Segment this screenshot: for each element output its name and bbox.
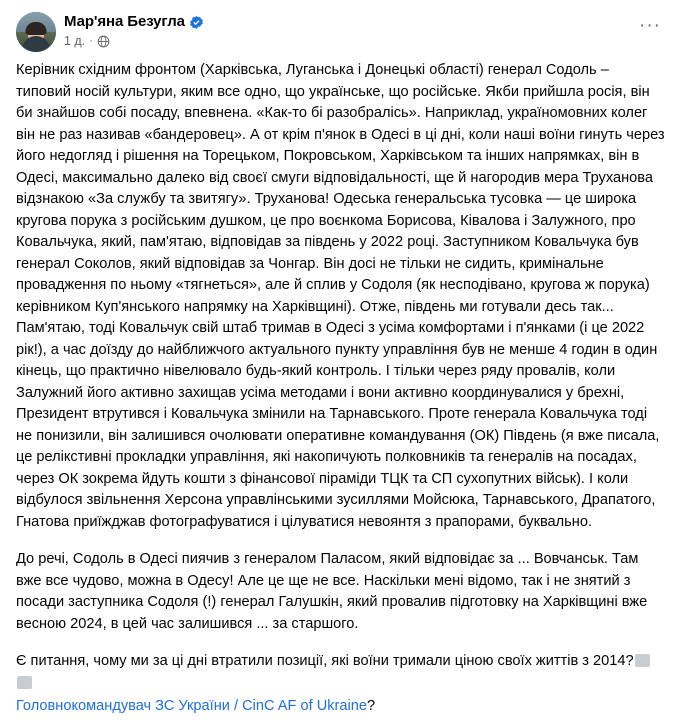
author-row — [64, 13, 665, 31]
globe-icon[interactable] — [97, 35, 110, 48]
emoji-placeholder-icon — [17, 676, 32, 689]
post-body — [16, 60, 665, 718]
post-header — [16, 12, 665, 60]
avatar[interactable] — [16, 12, 56, 52]
author-name[interactable]: Мар'яна Безугла — [64, 13, 185, 30]
emoji-placeholder-icon — [635, 654, 650, 667]
meta-separator: · — [89, 35, 93, 47]
post-meta — [64, 33, 665, 49]
avatar-hair — [26, 22, 47, 35]
post-header-text — [64, 12, 665, 49]
post-timestamp[interactable]: 1 д. — [64, 34, 86, 48]
mention-link[interactable]: Головнокомандувач ЗС України / CinC AF of Ukraine — [16, 698, 367, 714]
post-paragraph-text: Є питання, чому ми за ці дні втратили позиції, які воїни тримали ціною своїх життів з 2014? — [16, 653, 634, 669]
post-paragraph: До речі, Содоль в Одесі пиячив з генералом Паласом, який відповідає за ... Вовчанськ. Там вже все чудово, можна в Одесу! Але це ще не все. Наскільки мені відомо, так і не знятий з посади заступника Содоля (!) генерал Галушкін, який провалив підготовку на Харківщині вже весною 2024, в цей час залишився ... за старшого. — [16, 551, 648, 632]
verified-badge-icon — [189, 15, 204, 30]
mention-link-trailing: ? — [366, 698, 376, 714]
post-paragraph: Керівник східним фронтом (Харківська, Луганська і Донецькі області) генерал Содоль – типовий носій культури, яким все одно, що українське, що російське. Якби прийшла росія, він би знайшов собі посаду, впевнена. «Как-то бі разобраліcь». Наприклад, україномовних колег він не раз називав «бандеровец». А от крім п'янок в Одесі в ці дні, коли наші воїни гинуть через його недогляд і рішення на Торецьком, Покровськом, Харківськом та інших напрямках, він в Одесі, максимально далеко від своєї смуги відповідальності, ще й нагородив мера Труханова відзнакою «За службу та звитягу». Труханова! Одеська генеральська тусовка — це широка кругова порука з російським душком, це про воєнкома Борисова, Ківалова і Залужного, про Ковальчука, який, пам'ятаю, відповідав за південь у 2022 році. Заступником Ковальчука був генерал Соколов, який відповідав за Чонгар. Він досі не тільки не сидить, кримінальне провадження по ньому «тягнеться», але й сплив у Содоля (як несподівано, кругова ж порука) керівником Куп'янського напрямку на Харківщині). Отже, південь ми готували десь так... Пам'ятаю, тоді Ковальчук свій штаб тримав в Одесі з усіма комфортами і п'янками (і це 2022 рік!), а час доїзду до найближчого актуального пункту управління був не менше 4 годин в один кінець, що практично нівелювало будь-який контроль. І тільки через ряду провалів, коли Залужний його активно захищав усіма методами і вони активно координувалися у брехні, Президент втрутився і Ковальчука змінили на Тарнавського. Проте генерала Ковальчука тоді не понизили, він залишився очолювати оперативне командування (ОК) Південь (я вже писала, це релікстивні прокладки управління, які накопичують полковників та генералів на посадах, через ОК зокрема йдуть кошти з фінансової піраміди ТЦК та СП сухопутних військ). І коли відбулося звільнення Херсона управлінськими зусиллями Мойсюка, Тарнавського, Драпатого, Гнатова приїжджав фотографуватися і цілуватися невоянтя з прапорами, буквально. — [16, 62, 665, 530]
post-options-button[interactable]: ··· — [639, 15, 661, 36]
post-paragraph — [16, 651, 665, 694]
mention-link-line — [16, 696, 665, 718]
